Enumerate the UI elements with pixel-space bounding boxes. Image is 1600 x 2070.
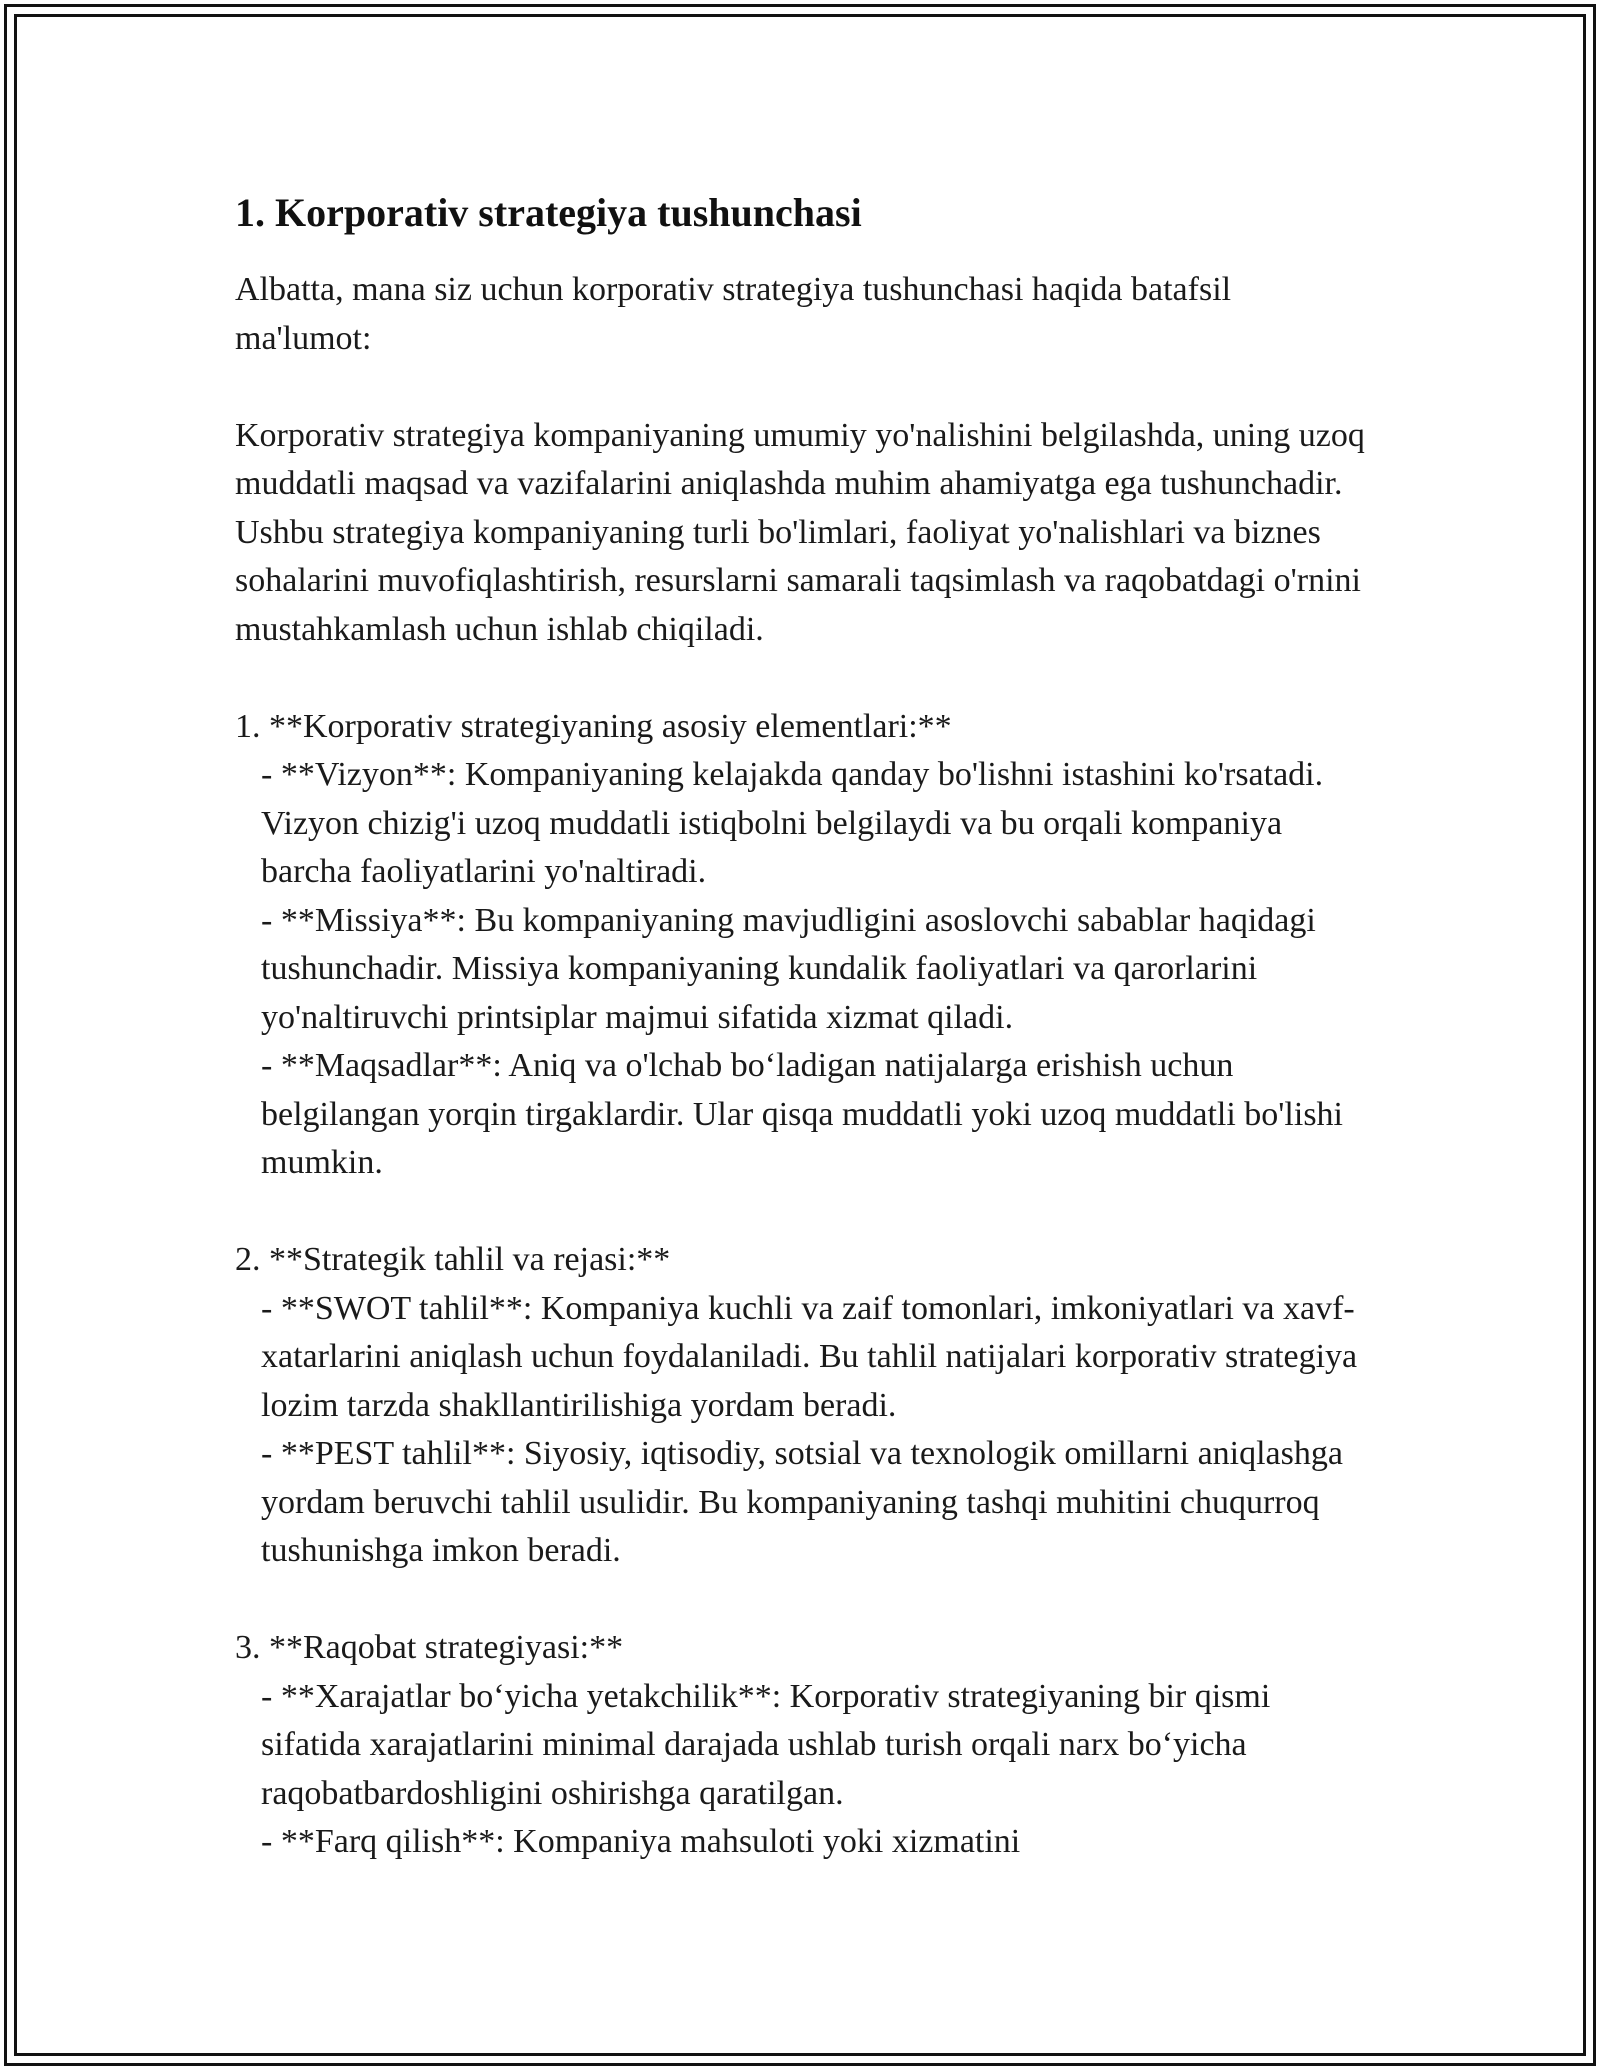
list-item-vizyon: - **Vizyon**: Kompaniyaning kelajakda qanday bo'lishni istashini ko'rsatadi. Vizyon chizig'i uzoq muddatli istiqbolni belgilaydi va bu orqali kompaniya barcha faoliyatlarini yo'naltiradi. — [261, 756, 1332, 890]
document-body — [235, 184, 1374, 1867]
list-item-missiya: - **Missiya**: Bu kompaniyaning mavjudligini asoslovchi sabablar haqidagi tushunchadir. Missiya kompaniyaning kundalik faoliyatlari va qarorlarini yo'naltiruvchi printsiplar majmui sifatida xizmat qiladi. — [261, 901, 1325, 1036]
document-title: 1. Korporativ strategiya tushunchasi — [235, 190, 862, 235]
definition-paragraph: Korporativ strategiya kompaniyaning umumiy yo'nalishini belgilashda, uning uzoq muddatli maqsad va vazifalarini aniqlashda muhim ahamiyatga ega tushunchadir. Ushbu strategiya kompaniyaning turli bo'limlari, faoliyat yo'nalishlari va biznes sohalarini muvofiqlashtirish, resurslarni samarali taqsimlash va raqobatdagi o'rnini mustahkamlash uchun ishlab chiqiladi. — [235, 416, 1374, 648]
list-item-maqsadlar: - **Maqsadlar**: Aniq va o'lchab bo‘ladigan natijalarga erishish uchun belgilangan yorqin tirgaklardir. Ular qisqa muddatli yoki uzoq muddatli bo'lishi mumkin. — [261, 1047, 1352, 1181]
section-competition — [235, 1624, 1365, 1867]
list-item-pest: - **PEST tahlil**: Siyosiy, iqtisodiy, sotsial va texnologik omillarni aniqlashga yordam beruvchi tahlil usulidir. Bu kompaniyaning tashqi muhitini chuqurroq tushunishga imkon beradi. — [261, 1435, 1352, 1569]
section-heading: 3. **Raqobat strategiyasi:** — [235, 1629, 624, 1666]
list-item-swot: - **SWOT tahlil**: Kompaniya kuchli va zaif tomonlari, imkoniyatlari va xavf-xatarlarini aniqlash uchun foydalaniladi. Bu tahlil natijalari korporativ strategiya lozim tarzda shakllantirilishiga yordam beradi. — [261, 1289, 1366, 1424]
section-heading: 1. **Korporativ strategiyaning asosiy elementlari:** — [235, 707, 952, 745]
section-heading: 2. **Strategik tahlil va rejasi:** — [235, 1241, 671, 1278]
list-item-cost-leadership: - **Xarajatlar bo‘yicha yetakchilik**: Korporativ strategiyaning bir qismi sifatida xarajatlarini minimal darajada ushlab turish orqali narx bo‘yicha raqobatbardoshligini oshirishga qaratilgan. — [261, 1677, 1279, 1812]
intro-text: Albatta, mana siz uchun korporativ strategiya tushunchasi haqida batafsil ma'lumot: — [235, 271, 1240, 357]
section-analysis — [235, 1236, 1365, 1576]
section-elements — [235, 703, 1365, 1188]
list-item-differentiation: - **Farq qilish**: Kompaniya mahsuloti yoki xizmatini — [261, 1823, 1021, 1860]
